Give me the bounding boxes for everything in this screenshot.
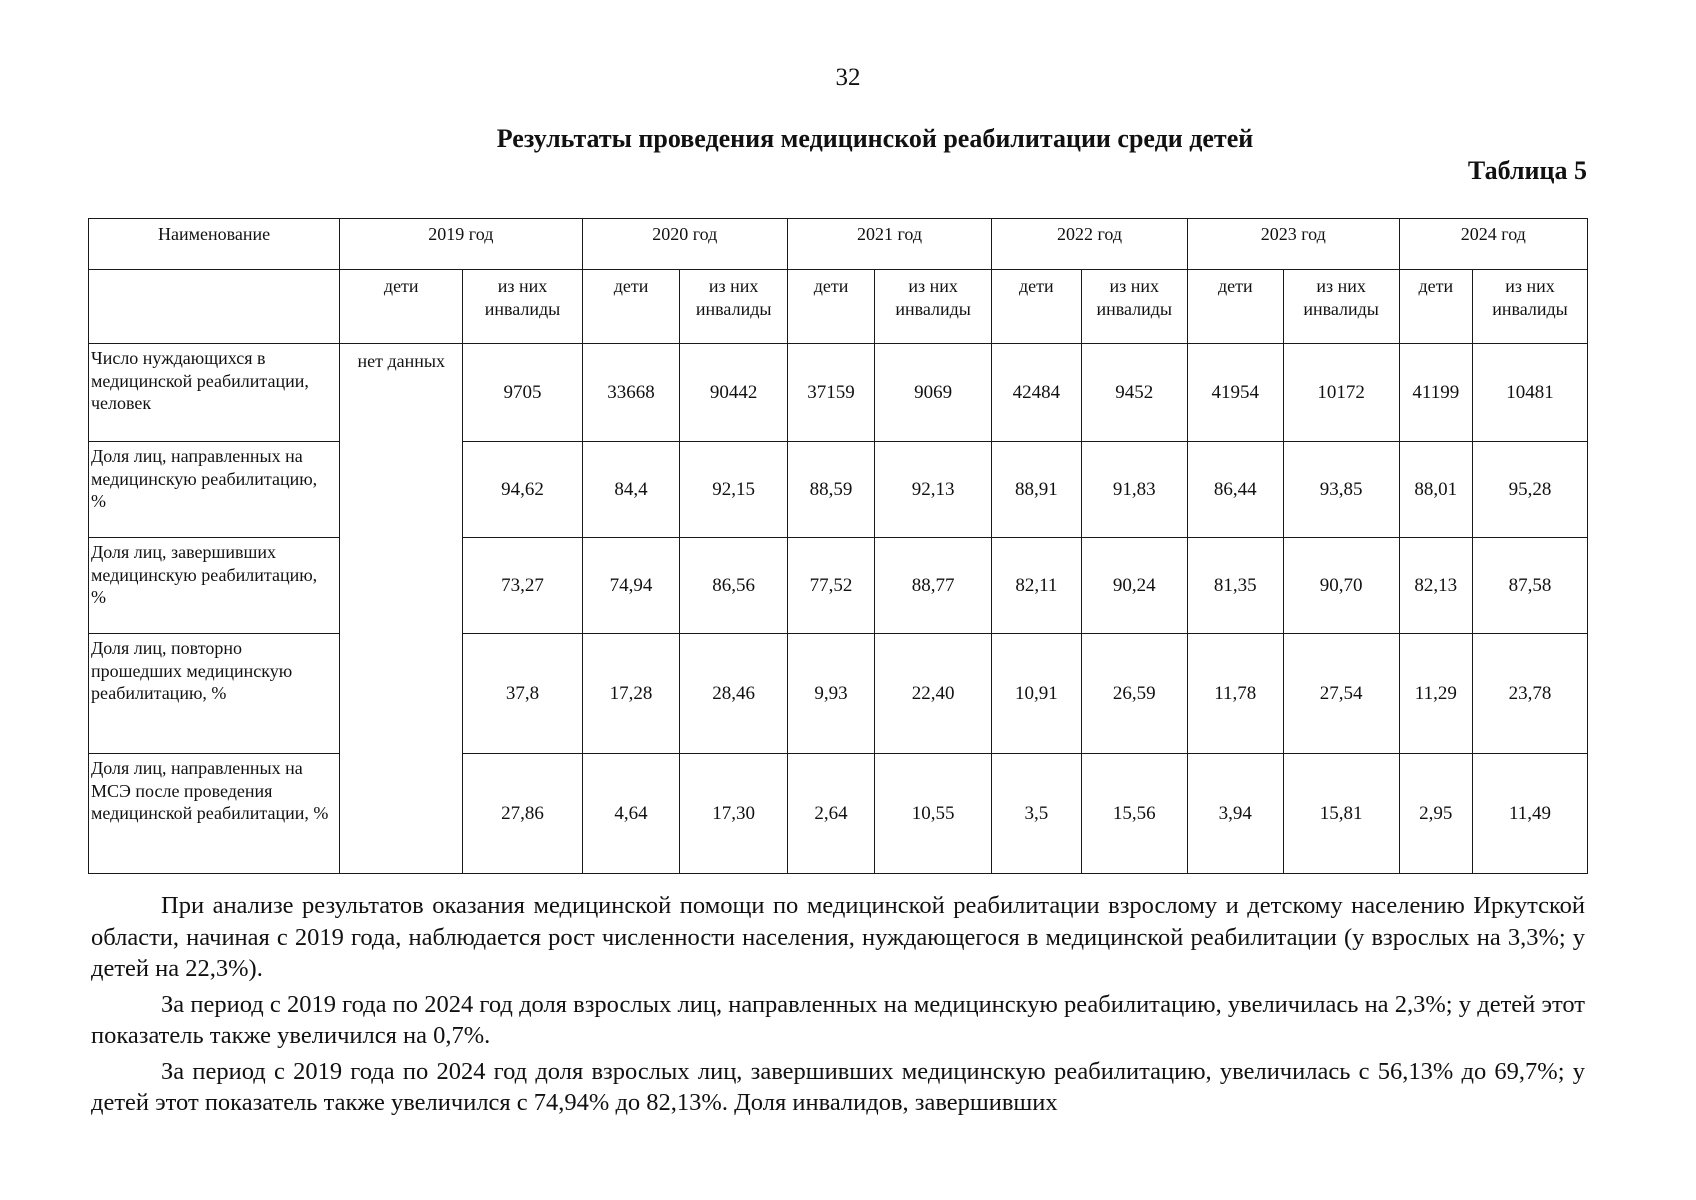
value-cell: 27,86	[463, 754, 582, 874]
value-cell: 90,70	[1283, 538, 1399, 634]
value-cell: 27,54	[1283, 634, 1399, 754]
value-cell: 10172	[1283, 344, 1399, 442]
year-header-2024: 2024 год	[1399, 219, 1587, 270]
value-cell: 95,28	[1473, 442, 1588, 538]
value-cell: 9705	[463, 344, 582, 442]
value-cell: 86,56	[680, 538, 787, 634]
row-name: Доля лиц, завершивших медицинскую реабилитацию, %	[89, 538, 340, 634]
value-cell: 3,94	[1187, 754, 1283, 874]
value-cell: 9,93	[787, 634, 874, 754]
value-cell: 28,46	[680, 634, 787, 754]
value-cell: 11,78	[1187, 634, 1283, 754]
table-row	[89, 754, 1588, 874]
value-cell: 23,78	[1473, 634, 1588, 754]
value-cell: 87,58	[1473, 538, 1588, 634]
value-cell: 10,91	[992, 634, 1081, 754]
value-cell: 94,62	[463, 442, 582, 538]
value-cell: 3,5	[992, 754, 1081, 874]
table-row	[89, 634, 1588, 754]
subheader-disabled: из них инвалиды	[680, 270, 787, 344]
value-cell: 77,52	[787, 538, 874, 634]
value-cell: 41954	[1187, 344, 1283, 442]
paragraph: При анализе результатов оказания медицинской помощи по медицинской реабилитации взрослому и детскому населению Иркутской области, начиная с 2019 года, наблюдается рост численности населения, нуждающегося в медицинской реабилитации (у взрослых на 3,3%; у детей на 22,3%).	[91, 892, 1585, 982]
body-text	[91, 890, 1585, 1123]
table-row	[89, 344, 1588, 442]
value-cell: 42484	[992, 344, 1081, 442]
paragraph: За период с 2019 года по 2024 год доля взрослых лиц, завершивших медицинскую реабилитацию, увеличилась с 56,13% до 69,7%; у детей этот показатель также увеличился с 74,94% до 82,13%. Доля инвалидов, завершивших	[91, 1057, 1585, 1116]
subheader-children: дети	[1399, 270, 1472, 344]
value-cell: 17,28	[582, 634, 680, 754]
subheader-disabled: из них инвалиды	[1283, 270, 1399, 344]
row-name: Доля лиц, направленных на медицинскую реабилитацию, %	[89, 442, 340, 538]
year-header-2022: 2022 год	[992, 219, 1188, 270]
subheader-disabled: из них инвалиды	[875, 270, 992, 344]
value-cell: 92,15	[680, 442, 787, 538]
value-cell: 91,83	[1081, 442, 1187, 538]
year-header-2023: 2023 год	[1187, 219, 1399, 270]
value-cell: 15,56	[1081, 754, 1187, 874]
value-cell: 26,59	[1081, 634, 1187, 754]
subheader-children: дети	[1187, 270, 1283, 344]
subheader-disabled: из них инвалиды	[463, 270, 582, 344]
page-number: 32	[835, 64, 861, 91]
value-cell: 2,64	[787, 754, 874, 874]
value-cell: 81,35	[1187, 538, 1283, 634]
value-cell: 11,49	[1473, 754, 1588, 874]
value-cell: 10481	[1473, 344, 1588, 442]
document-title: Результаты проведения медицинской реабилитации среди детей	[496, 124, 1254, 153]
value-cell: 17,30	[680, 754, 787, 874]
value-cell: 33668	[582, 344, 680, 442]
value-cell: 73,27	[463, 538, 582, 634]
paragraph: За период с 2019 года по 2024 год доля взрослых лиц, направленных на медицинскую реабилитацию, увеличилась на 2,3%; у детей этот показатель также увеличился на 0,7%.	[91, 990, 1585, 1049]
subheader-disabled: из них инвалиды	[1473, 270, 1588, 344]
value-cell: 90,24	[1081, 538, 1187, 634]
row-name: Доля лиц, направленных на МСЭ после проведения медицинской реабилитации, %	[89, 754, 340, 874]
header-row-years	[89, 219, 1588, 270]
subheader-children: дети	[787, 270, 874, 344]
value-cell: 93,85	[1283, 442, 1399, 538]
value-cell: 88,01	[1399, 442, 1472, 538]
value-cell: 10,55	[875, 754, 992, 874]
value-cell: 88,59	[787, 442, 874, 538]
row-name: Число нуждающихся в медицинской реабилитации, человек	[89, 344, 340, 442]
row-name: Доля лиц, повторно прошедших медицинскую реабилитацию, %	[89, 634, 340, 754]
value-cell: 92,13	[875, 442, 992, 538]
name-header-cell: Наименование	[89, 219, 340, 270]
table-row	[89, 442, 1588, 538]
value-cell: 22,40	[875, 634, 992, 754]
value-cell: 74,94	[582, 538, 680, 634]
value-cell: 90442	[680, 344, 787, 442]
value-cell: 2,95	[1399, 754, 1472, 874]
value-cell: 11,29	[1399, 634, 1472, 754]
value-cell: 88,91	[992, 442, 1081, 538]
value-cell: 4,64	[582, 754, 680, 874]
subheader-children: дети	[992, 270, 1081, 344]
rehabilitation-results-table	[88, 218, 1588, 874]
subheader-children: дети	[340, 270, 463, 344]
header-row-subcolumns	[89, 270, 1588, 344]
table-row	[89, 538, 1588, 634]
value-cell: 86,44	[1187, 442, 1283, 538]
value-cell: 15,81	[1283, 754, 1399, 874]
subheader-children: дети	[582, 270, 680, 344]
value-cell: 9069	[875, 344, 992, 442]
value-cell: 88,77	[875, 538, 992, 634]
value-cell: 82,11	[992, 538, 1081, 634]
value-cell: 41199	[1399, 344, 1472, 442]
table-label: Таблица 5	[1467, 156, 1587, 185]
value-cell: 84,4	[582, 442, 680, 538]
year-header-2021: 2021 год	[787, 219, 991, 270]
year-header-2020: 2020 год	[582, 219, 787, 270]
value-cell: 82,13	[1399, 538, 1472, 634]
empty-header-cell	[89, 270, 340, 344]
no-data-cell: нет данных	[340, 344, 463, 874]
value-cell: 9452	[1081, 344, 1187, 442]
year-header-2019: 2019 год	[340, 219, 583, 270]
subheader-disabled: из них инвалиды	[1081, 270, 1187, 344]
value-cell: 37159	[787, 344, 874, 442]
value-cell: 37,8	[463, 634, 582, 754]
